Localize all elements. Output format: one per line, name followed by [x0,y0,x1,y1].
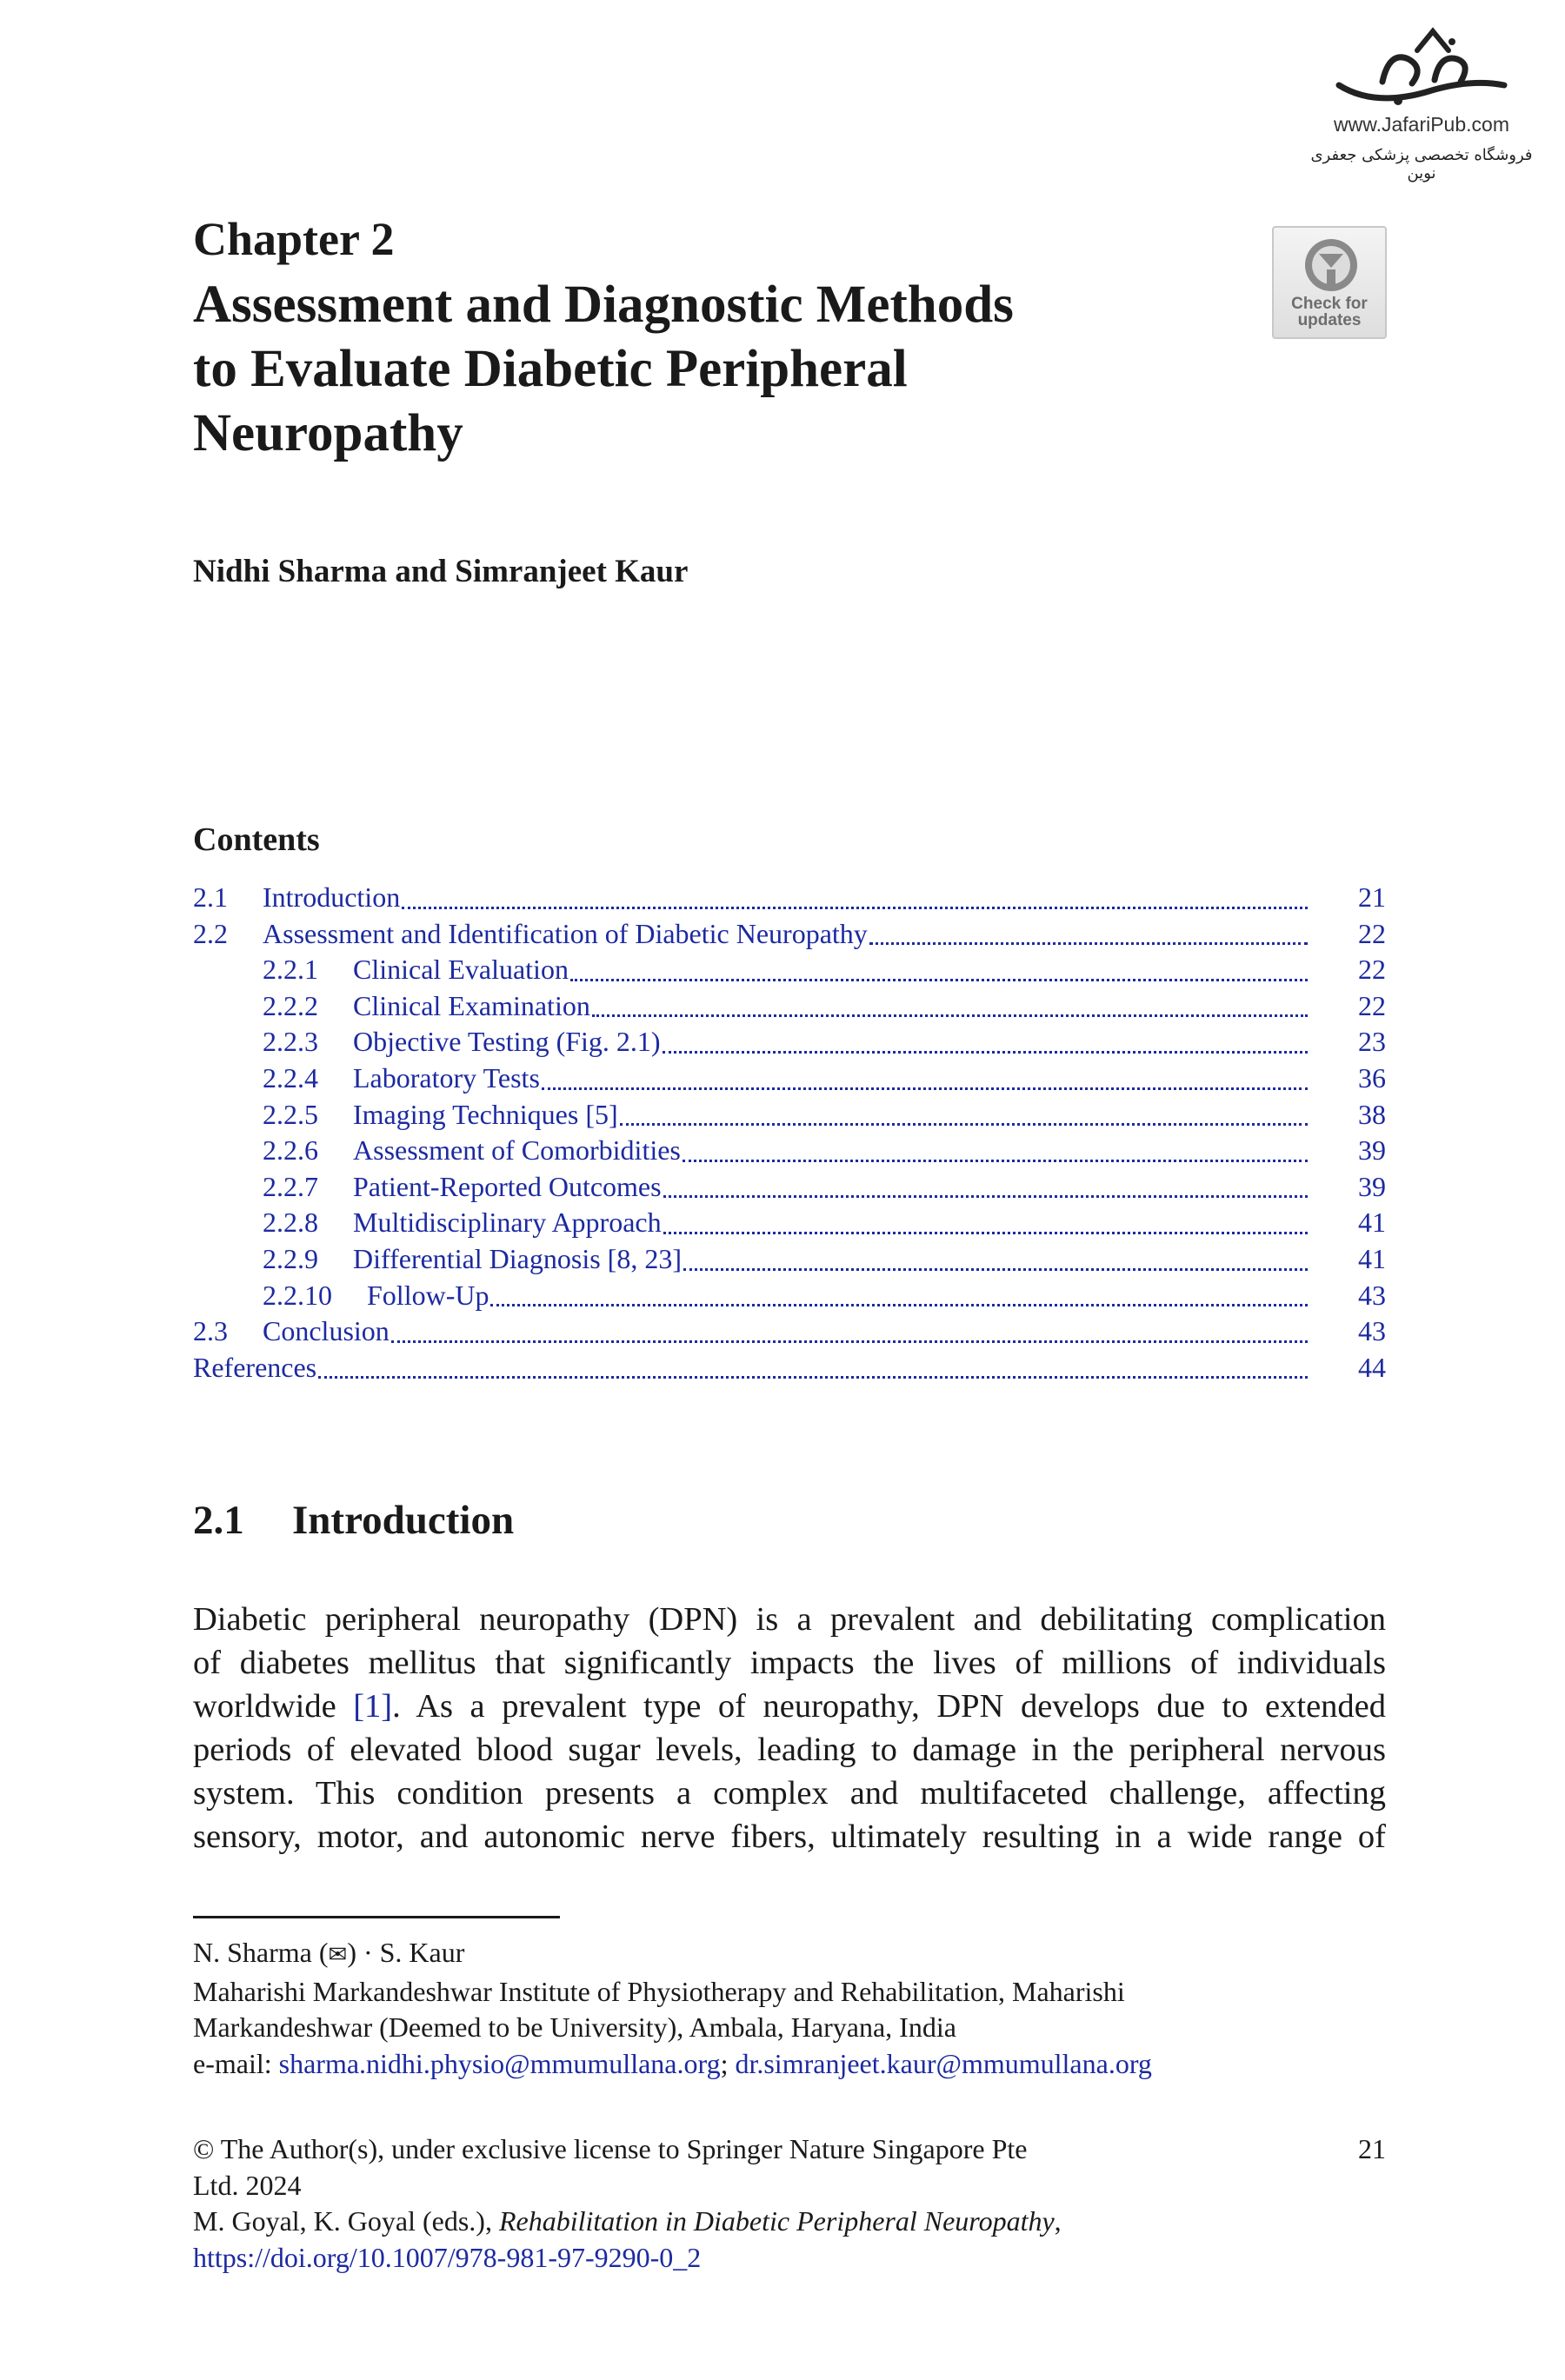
toc-entry-title: Clinical Evaluation [353,954,569,986]
toc-entry[interactable] [193,1280,1386,1316]
paragraph-line: periods of elevated blood sugar levels, leading to damage in the peripheral nervous [193,1732,1386,1768]
chapter-title-line: to Evaluate Diabetic Peripheral [193,340,908,398]
toc-entry-title: References [193,1351,317,1383]
toc-entry-number: 2.2.5 [263,1098,318,1130]
toc-leader-dots [663,1195,1308,1198]
toc-leader-dots [683,1160,1308,1162]
paragraph-line: Diabetic peripheral neuropathy (DPN) is a prevalent and debilitating complication [193,1601,1386,1638]
footnote-affiliation: Markandeshwar (Deemed to be University), Ambala, Haryana, India [193,2011,956,2043]
footnote-affiliation: Maharishi Markandeshwar Institute of Physiotherapy and Rehabilitation, Maharishi [193,1975,1125,2007]
toc-entry-page: 23 [1358,1026,1386,1058]
toc-entry[interactable] [193,1099,1386,1135]
toc-entry-number: 2.2.6 [263,1134,318,1167]
paragraph-text: . As a prevalent type of neuropathy, DPN develops due to extended [392,1688,1386,1725]
toc-entry-number: 2.2.8 [263,1207,318,1239]
toc-entry[interactable] [193,1315,1386,1352]
copyright-line: © The Author(s), under exclusive license to Springer Nature Singapore Pte [193,2133,1028,2164]
envelope-icon: ✉ [328,1942,348,1968]
toc-entry-page: 22 [1358,954,1386,986]
toc-entry-title: Introduction [263,881,401,913]
toc-entry-page: 39 [1358,1134,1386,1167]
toc-entry-page: 43 [1358,1315,1386,1347]
toc-entry-page: 36 [1358,1061,1386,1094]
toc-leader-dots [490,1304,1308,1306]
toc-entry-title: Follow-Up [367,1279,489,1311]
toc-entry-title: Assessment of Comorbidities [353,1134,681,1167]
toc-leader-dots [318,1376,1308,1379]
copyright-line: Ltd. 2024 [193,2169,302,2201]
book-title: Rehabilitation in Diabetic Peripheral Neuropathy [498,2205,1055,2237]
toc-entry-number: 2.2.9 [263,1242,318,1274]
toc-entry-page: 41 [1358,1242,1386,1274]
toc-entry-number: 2.3 [193,1315,228,1347]
toc-entry[interactable] [193,1171,1386,1207]
toc-entry-page: 39 [1358,1170,1386,1202]
toc-leader-dots [542,1087,1308,1090]
email-link[interactable]: sharma.nidhi.physio@mmumullana.org [278,2047,721,2079]
toc-entry-number: 2.1 [193,881,228,913]
toc-entry-number: 2.2.1 [263,954,318,986]
toc-entry[interactable] [193,1062,1386,1099]
toc-leader-dots [663,1051,1308,1054]
toc-entry-page: 22 [1358,917,1386,949]
toc-entry-number: 2.2.2 [263,989,318,1021]
paragraph-line: system. This condition presents a complex and multifaceted challenge, affecting [193,1775,1386,1812]
footnote-authors: N. Sharma (✉) · S. Kaur [193,1935,1386,1974]
paragraph-line: of diabetes mellitus that significantly impacts the lives of millions of individuals [193,1645,1386,1681]
toc-entry-title: Imaging Techniques [5] [353,1098,618,1130]
check-for-updates-button[interactable] [1272,226,1387,339]
toc-leader-dots [663,1232,1308,1234]
toc-leader-dots [869,942,1308,945]
toc-leader-dots [683,1268,1308,1271]
toc-entry-title: Differential Diagnosis [8, 23] [353,1242,682,1274]
toc-leader-dots [391,1340,1308,1343]
toc-entry-title: Objective Testing (Fig. 2.1) [353,1026,661,1058]
toc-entry[interactable] [193,1207,1386,1243]
chapter-title [193,273,1236,466]
toc-entry[interactable] [193,990,1386,1027]
toc-entry-page: 38 [1358,1098,1386,1130]
email-link[interactable]: dr.simranjeet.kaur@mmumullana.org [735,2047,1152,2079]
citation-link[interactable]: [1] [353,1688,393,1725]
paragraph-text: worldwide [193,1688,354,1725]
body-paragraph [193,1598,1386,1858]
toc-entry-page: 43 [1358,1279,1386,1311]
toc-entry-page: 22 [1358,989,1386,1021]
toc-entry-title: Patient-Reported Outcomes [353,1170,662,1202]
page-number: 21 [1358,2133,1386,2164]
toc-entry-title: Conclusion [263,1315,390,1347]
toc-entry-title: Laboratory Tests [353,1061,540,1094]
publisher-logo-site: www.JafariPub.com [1334,113,1509,136]
publisher-logo-mark-icon [1322,24,1522,111]
toc-entry-number: 2.2.10 [263,1279,332,1311]
toc-leader-dots [592,1014,1308,1017]
toc-entry[interactable] [193,1352,1386,1388]
toc-entry[interactable] [193,918,1386,954]
toc-entry-number: 2.2 [193,917,228,949]
toc-entry-number: 2.2.4 [263,1061,318,1094]
toc-entry-number: 2.2.7 [263,1170,318,1202]
toc-entry-number: 2.2.3 [263,1026,318,1058]
book-citation: M. Goyal, K. Goyal (eds.), Rehabilitation in Diabetic Peripheral Neuropathy, [193,2205,1062,2237]
doi-link[interactable]: https://doi.org/10.1007/978-981-97-9290-0_2 [193,2241,702,2273]
publisher-logo [1304,24,1548,181]
toc-leader-dots [402,907,1308,909]
section-title: Introduction [292,1498,515,1543]
toc-leader-dots [620,1123,1308,1126]
chapter-authors: Nidhi Sharma and Simranjeet Kaur [193,554,689,589]
toc-entry[interactable] [193,954,1386,990]
toc-entry-page: 44 [1358,1351,1386,1383]
table-of-contents [193,881,1386,1387]
check-updates-icon [1300,236,1362,294]
section-heading [193,1497,514,1544]
toc-entry-page: 41 [1358,1207,1386,1239]
contents-heading: Contents [193,821,320,858]
footnote-email: e-mail: sharma.nidhi.physio@mmumullana.org; dr.simranjeet.kaur@mmumullana.org [193,2047,1152,2079]
toc-entry-title: Assessment and Identification of Diabetic Neuropathy [263,917,868,949]
toc-entry[interactable] [193,1243,1386,1280]
toc-entry-title: Multidisciplinary Approach [353,1207,662,1239]
toc-entry[interactable] [193,1134,1386,1171]
chapter-label: Chapter 2 [193,213,395,265]
toc-entry[interactable] [193,1026,1386,1062]
toc-entry[interactable] [193,881,1386,918]
chapter-title-line: Assessment and Diagnostic Methods [193,276,1014,334]
toc-leader-dots [570,979,1308,981]
author-footnote [193,1935,1386,2082]
chapter-title-line: Neuropathy [193,404,463,462]
section-number: 2.1 [193,1498,244,1543]
toc-entry-title: Clinical Examination [353,989,590,1021]
paragraph-line [193,1685,1386,1728]
paragraph-line: sensory, motor, and autonomic nerve fibers, ultimately resulting in a wide range of [193,1818,1386,1855]
footnote-rule [193,1916,560,1918]
toc-entry-page: 21 [1358,881,1386,913]
copyright-block [193,2131,1386,2276]
check-updates-label: Check for updates [1291,295,1368,329]
publisher-logo-subtitle: فروشگاه تخصصی پزشکی جعفری نوین [1310,146,1533,183]
